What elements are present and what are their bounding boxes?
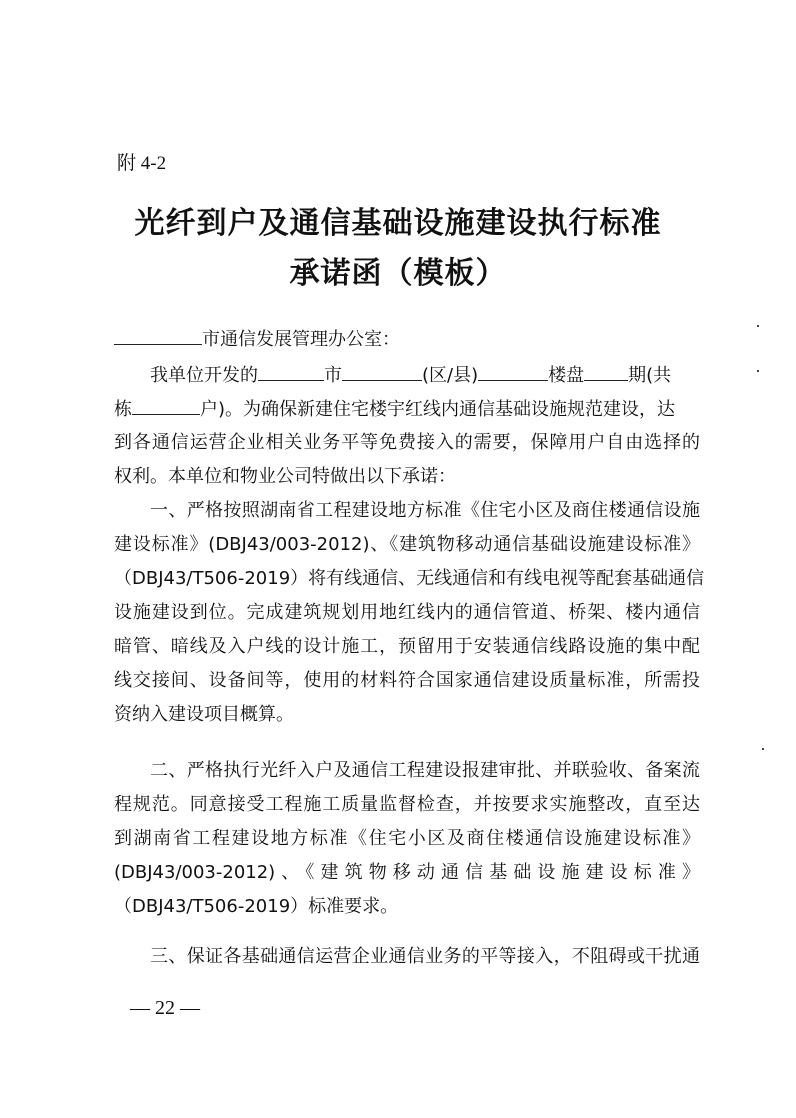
text-segment: 市 <box>324 365 342 386</box>
blank-phase[interactable] <box>584 362 628 381</box>
blank-building-count[interactable] <box>132 396 200 415</box>
salutation-recipient: 市通信发展管理办公室： <box>202 329 400 350</box>
salutation <box>114 326 700 352</box>
para2-line7: 资纳入建设项目概算。 <box>114 704 294 725</box>
document-title-line2: 承诺函（模板） <box>289 256 507 291</box>
para1-line3: 到各通信运营企业相关业务平等免费接入的需要，保障用户自由选择的 <box>114 432 700 453</box>
para3-line1: 二、严格执行光纤入户及通信工程建设报建审批、并联验收、备案流 <box>150 760 700 781</box>
blank-city[interactable] <box>342 362 422 381</box>
para1-line2 <box>114 396 700 422</box>
text-segment: (区/县) <box>422 365 479 386</box>
blank-city-field[interactable] <box>114 326 202 345</box>
para3-line2: 程规范。同意接受工程施工质量监督检查，并按要求实施整改，直至达 <box>114 794 700 815</box>
attachment-label: 附 4-2 <box>117 153 167 174</box>
text-segment: 户)。为确保新建住宅楼宇红线内通信基础设施规范建设，达 <box>200 399 676 420</box>
para3-line4: (DBJ43/003-2012)、《建筑物移动通信基础设施建设标准》 <box>114 862 700 883</box>
para2-line5: 暗管、暗线及入户线的设计施工，预留用于安装通信线路设施的集中配 <box>114 636 700 657</box>
scan-speck <box>762 748 764 750</box>
para2-line2: 建设标准》(DBJ43/003-2012)、《建筑物移动通信基础设施建设标准》 <box>114 534 700 555</box>
para4-line1: 三、保证各基础通信运营企业通信业务的平等接入，不阻碍或干扰通 <box>150 946 700 967</box>
scan-speck <box>757 370 759 372</box>
para1-line4: 权利。本单位和物业公司特做出以下承诺： <box>114 466 456 487</box>
page-number: — 22 — <box>130 997 200 1019</box>
blank-developer-city[interactable] <box>258 362 324 381</box>
text-segment: 期(共 <box>628 365 672 386</box>
blank-district[interactable] <box>478 362 548 381</box>
para2-line1: 一、严格按照湖南省工程建设地方标准《住宅小区及商住楼通信设施 <box>150 500 700 521</box>
para3-line3: 到湖南省工程建设地方标准《住宅小区及商住楼通信设施建设标准》 <box>114 828 700 849</box>
text-segment: 楼盘 <box>548 365 585 386</box>
document-title-line1: 光纤到户及通信基础设施建设执行标准 <box>134 206 662 241</box>
para2-line6: 线交接间、设备间等，使用的材料符合国家通信建设质量标准，所需投 <box>114 670 700 691</box>
text-segment: 我单位开发的 <box>150 365 258 386</box>
scan-speck <box>757 325 759 327</box>
para2-line3: （DBJ43/T506-2019）将有线通信、无线通信和有线电视等配套基础通信 <box>114 568 705 589</box>
text-segment: 栋 <box>114 399 132 420</box>
para1-line1 <box>114 362 700 388</box>
para3-line5: （DBJ43/T506-2019）标准要求。 <box>114 896 399 917</box>
para2-line4: 设施建设到位。完成建筑规划用地红线内的通信管道、桥架、楼内通信 <box>114 602 700 623</box>
